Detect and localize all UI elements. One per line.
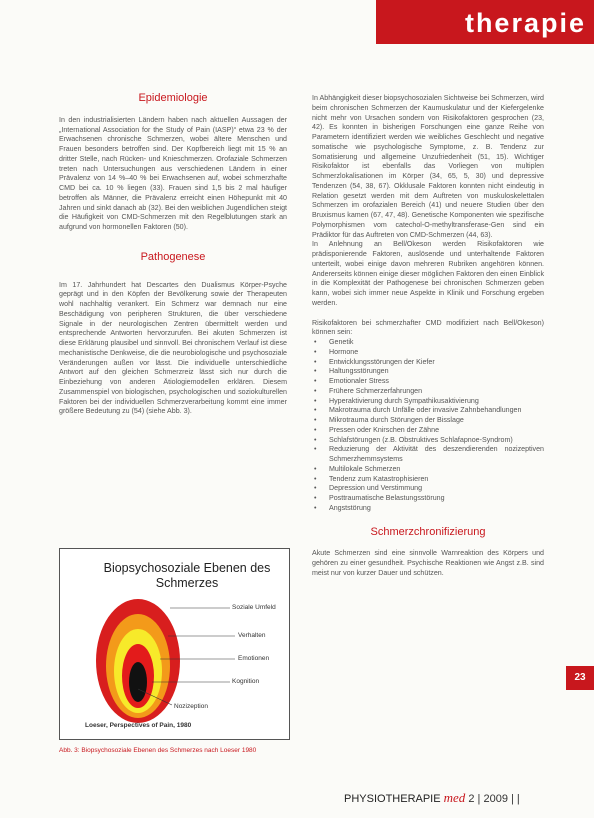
list-item: • Multilokale Schmerzen [312, 465, 544, 475]
ring-nociception [129, 662, 147, 702]
list-item: • Hormone [312, 348, 544, 358]
label-social: Soziale Umfeld [232, 604, 276, 611]
figure-biopsychosocial [59, 548, 290, 740]
footer-med: med [443, 790, 466, 805]
list-item: • Makrotrauma durch Unfälle oder invasive Zahnbehandlungen [312, 406, 544, 416]
paragraph-risk-factors: In Abhängigkeit dieser biopsychosozialen Sichtweise bei Schmerzen, wird beim chronischen Schmerzen der Kaumuskulatur und der Kiefergelenke nicht mehr von Ursachen sondern von Risikofaktoren gesprochen (23, 42). Es konnten in bisherigen Forschungen eine ganze Reihe von Parametern identifiziert werden wie weibliches Geschlecht und negative somatische wie psychologische Symptome, z. B. Tendenz zur Somatisierung und allgemeine Unzufriedenheit (51, 15). Wichtiger Risikofaktor ist ebenfalls das Vorliegen von multiplen Schmerzlokalisationen im Körper (34, 65, 5, 30) und depressive Tendenzen (54, 38, 67). Okklusale Faktoren konnten nicht eindeutig in Relation gesetzt werden mit dem Auftreten von muskuloskelettalen Schmerzen im orofazialen Bereich (41) und neuere Studien über den Bruxismus kamen (67, 47, 48). Genetische Komponenten wie spezifische Polymorphismen vom catechol-O-methyltransferase-Gen sind ein Prädiktor für das Auftreten von CMD-Schmerzen (44, 63). [312, 94, 544, 239]
footer [344, 790, 520, 806]
left-column [59, 94, 287, 417]
risk-factor-list [312, 338, 544, 514]
list-item: • Genetik [312, 338, 544, 348]
list-item: • Frühere Schmerzerfahrungen [312, 387, 544, 397]
figure-caption: Abb. 3: Biopsychosoziale Ebenen des Schmerzes nach Loeser 1980 [59, 747, 257, 754]
paragraph-chronification: Akute Schmerzen sind eine sinnvolle Warnreaktion des Körpers und gehören zu einer gesundheit. Psychische Reaktionen wie Angst z.B. sind meist nur von kurzer Dauer und schützen. [312, 549, 544, 577]
list-item: • Pressen oder Knirschen der Zähne [312, 426, 544, 436]
heading-chronification: Schmerzchronifizierung [370, 525, 486, 538]
list-item: • Depression und Verstimmung [312, 484, 544, 494]
right-column [312, 94, 544, 579]
list-item: • Schlafstörungen (z.B. Obstruktives Schlafapnoe-Syndrom) [312, 436, 544, 446]
list-item: • Reduzierung der Aktivität des deszendierenden nozizeptiven Schmerzhemmsystems [312, 445, 544, 465]
figure-title: Biopsychosoziale Ebenen des Schmerzes [103, 561, 271, 590]
list-item: • Mikrotrauma durch Störungen der Bisslage [312, 416, 544, 426]
footer-issue: 2 | 2009 | | [468, 793, 520, 805]
heading-pathogenesis: Pathogenese [140, 250, 206, 263]
figure-diagram [60, 549, 289, 739]
paragraph-list-intro: Risikofaktoren bei schmerzhafter CMD modifiziert nach Bell/Okeson) können sein: [312, 318, 544, 337]
list-item: • Entwicklungsstörungen der Kiefer [312, 358, 544, 368]
list-item: • Hyperaktivierung durch Sympathikusaktivierung [312, 397, 544, 407]
paragraph-pathogenesis: Im 17. Jahrhundert hat Descartes den Dualismus Körper-Psyche geprägt und in den Köpfen der Bevölkerung sowie der Therapeuten wohl nachhaltig verankert. Ein Schmerz war demnach nur eine Beschädigung von peripheren Strukturen, die über verschiedene Signale in der neurologischen Zentren übermittelt werden und entsprechende Antworten hervorzurufen. Bei akuten Schmerzen ist diese Erklärung plausibel und sinnvoll. Bei chronischem Verlauf ist diese mechanistische Denkweise, die die neurobiologische und psychosoziale Veränderungen außen vor lässt. Die individuelle unterschiedliche Antwort auf den gleichen Schmerzreiz lässt sich nur durch die Einbeziehung von anderen Ätiologiemodellen erklären. Diesem Zusammenspiel von biologischen, psychologischen und soziokulturellen Faktoren bei der individuellen Schmerzverarbeitung kommt eine immer größere Bedeutung zu (54) (siehe Abb. 3). [59, 280, 287, 416]
list-item: • Posttraumatische Belastungsstörung [312, 494, 544, 504]
section-title: therapie [464, 8, 586, 38]
label-behavior: Verhalten [238, 632, 266, 639]
section-banner [376, 0, 594, 44]
page-number: 23 [566, 666, 594, 690]
list-item: • Angststörung [312, 504, 544, 514]
paragraph-bell-okeson: In Anlehnung an Bell/Okeson werden Risikofaktoren wie prädisponierende Faktoren, auslösende und unterhaltende Faktoren unterteilt, wobei einige davon mehreren Rubriken angehören können. Andererseits können einige dieser möglichen Faktoren den einen Einblick in die Komplexität der Pathogenese bei chronischen Schmerzen geben kann, wobei sich immer neue Aspekte in Klinik und Forschung ergeben werden. [312, 240, 544, 307]
list-item: • Haltungsstörungen [312, 367, 544, 377]
figure-source: Loeser, Perspectives of Pain, 1980 [85, 722, 192, 729]
label-cognition: Kognition [232, 678, 260, 685]
label-nociception: Nozizeption [174, 703, 208, 710]
footer-brand: PHYSIOTHERAPIE [344, 793, 441, 805]
label-emotions: Emotionen [238, 655, 270, 662]
list-item: • Tendenz zum Katastrophisieren [312, 475, 544, 485]
paragraph-epidemiology: In den industrialisierten Ländern haben nach aktuellen Aussagen der „International Association for the Study of Pain (IASP)“ etwa 23 % der Erwachsenen chronische Schmerzen, wobei ältere Menschen und Frauen besonders betroffen sind. Der Kopfbereich liegt mit 15 % an dritter Stelle, nach Rücken- und Knieschmerzen. Orofaziale Schmerzen treten nach Untersuchungen aus verschiedenen Ländern in einer Prävalenz von 14 %–40 % bei Erwachsenen auf, wobei schmerzhafte CMD bei ca. 10 % liegen (33). Frauen sind 1,5 bis 2 mal häufiger betroffen als Männer, die Prävalenz erreicht einen Höhepunkt mit 40 Jahren und sinkt danach ab (32). Bei den weiblichen Jugendlichen steigt die Häufigkeit von CMD-Schmerzen mit den Regelblutungen stark an aufgrund von hormonellen Faktoren (50). [59, 115, 287, 231]
list-item: • Emotionaler Stress [312, 377, 544, 387]
heading-epidemiology: Epidemiologie [138, 92, 208, 104]
